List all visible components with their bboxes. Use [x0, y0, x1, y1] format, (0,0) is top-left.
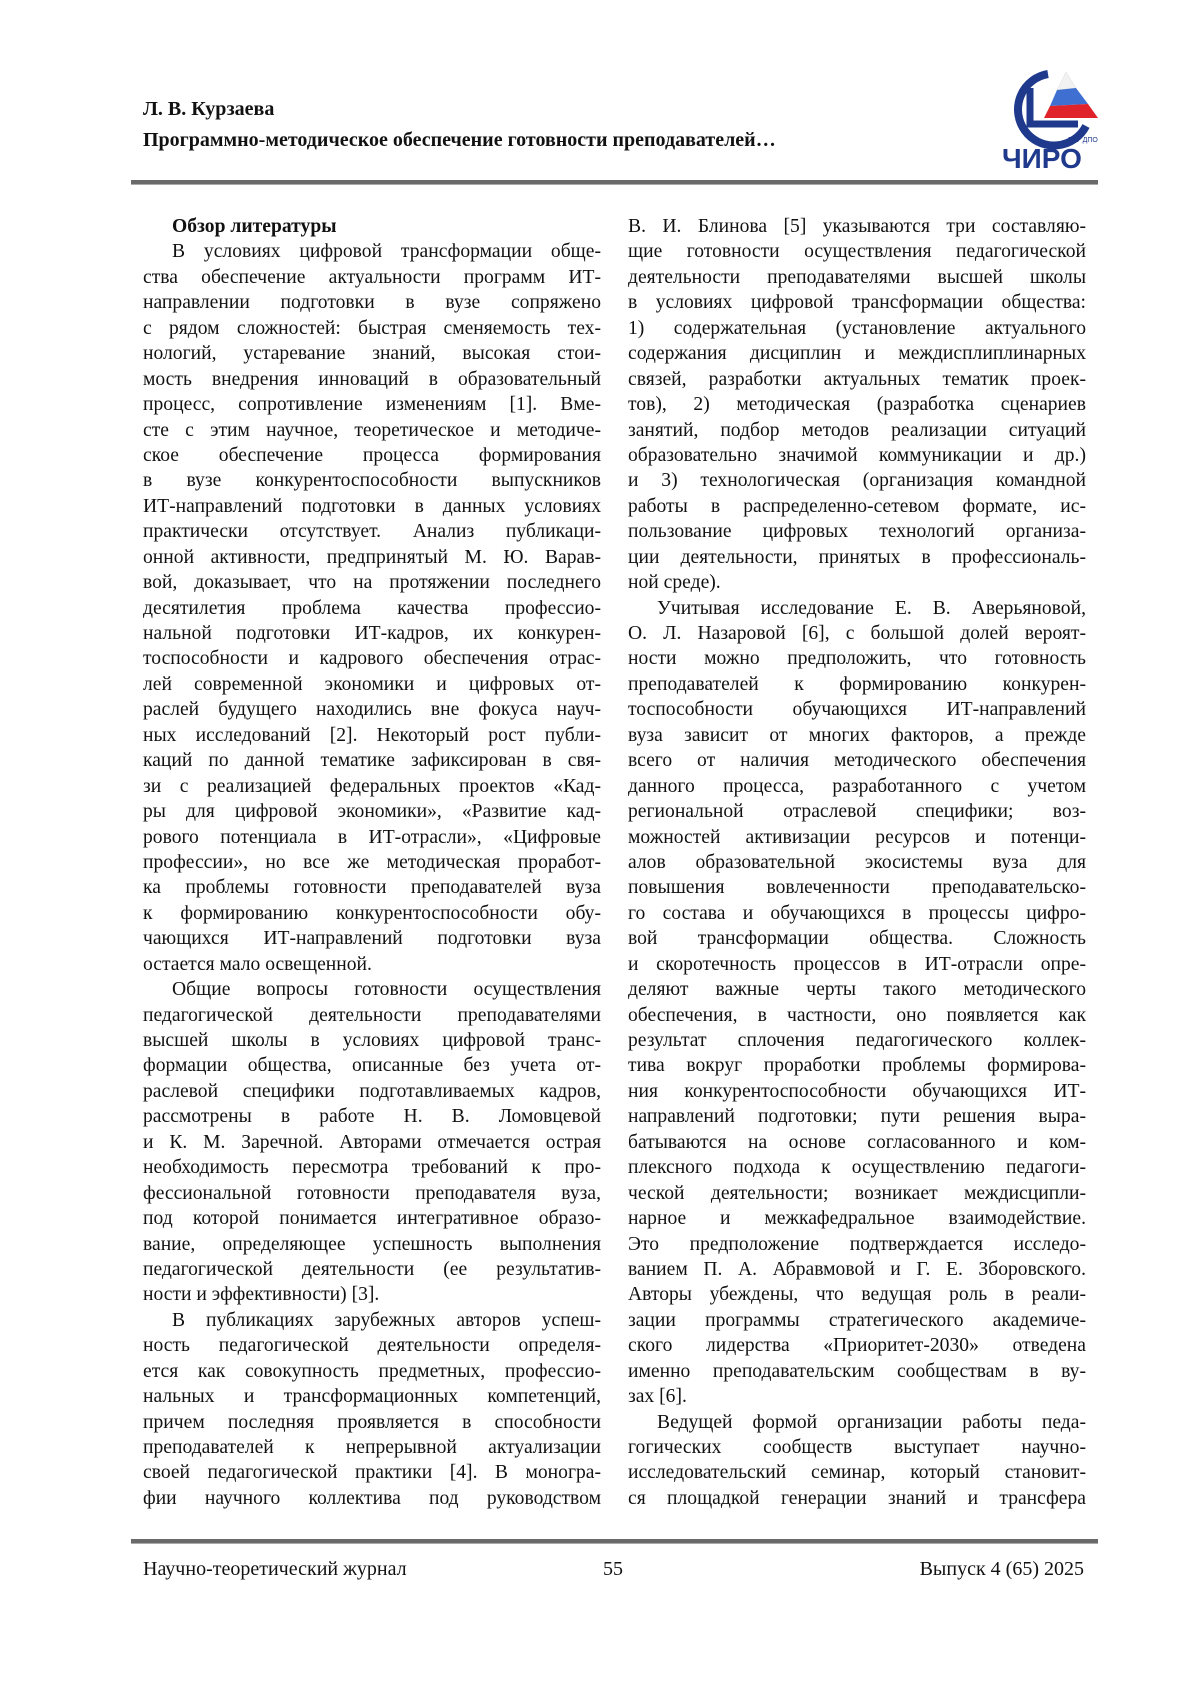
text-line: рового потенциала в ИТ-отрасли», «Цифровые	[143, 825, 601, 850]
text-line: региональной отраслевой специфики; воз-	[628, 799, 1086, 824]
text-line: фессиональной готовности преподавателя вуза,	[143, 1181, 601, 1206]
text-line: вуза зависит от многих факторов, а прежде	[628, 723, 1086, 748]
text-line: гогических сообществ выступает научно-	[628, 1435, 1086, 1460]
text-line: нальной подготовки ИТ-кадров, их конкурен-	[143, 621, 601, 646]
footer-issue: Выпуск 4 (65) 2025	[920, 1558, 1084, 1581]
text-line: формации общества, описанные без учета от-	[143, 1053, 601, 1078]
text-line: можностей активизации ресурсов и потенци-	[628, 825, 1086, 850]
text-line: зи с реализацией федеральных проектов «Кад-	[143, 774, 601, 799]
text-line: нологий, устаревание знаний, высокая стои-	[143, 341, 601, 366]
text-line: вание, определяющее успешность выполнения	[143, 1232, 601, 1257]
page-number: 55	[603, 1558, 623, 1581]
text-line: остается мало освещенной.	[143, 952, 601, 977]
text-line: 1) содержательная (установление актуального	[628, 316, 1086, 341]
text-line: Авторы убеждены, что ведущая роль в реали-	[628, 1282, 1086, 1307]
paragraph	[143, 1308, 601, 1512]
text-line: ванием П. А. Абравмовой и Г. Е. Зборовского.	[628, 1257, 1086, 1282]
text-line: ности и эффективности) [3].	[143, 1282, 601, 1307]
text-line: ства обеспечение актуальности программ ИТ-	[143, 265, 601, 290]
text-line: с рядом сложностей: быстрая сменяемость тех-	[143, 316, 601, 341]
text-line: батываются на основе согласованного и ком-	[628, 1130, 1086, 1155]
text-line: нарное и межкафедральное взаимодействие.	[628, 1206, 1086, 1231]
text-line: данного процесса, разработанного с учетом	[628, 774, 1086, 799]
text-line: обеспечения, в частности, оно появляется как	[628, 1003, 1086, 1028]
text-line: десятилетия проблема качества профессио-	[143, 596, 601, 621]
paragraph	[143, 239, 601, 977]
text-line: фии научного коллектива под руководством	[143, 1486, 601, 1511]
text-line: вой, доказывает, что на протяжении последнего	[143, 570, 601, 595]
text-line: мость внедрения инноваций в образовательный	[143, 367, 601, 392]
logo-text: ЧИРО	[1002, 143, 1082, 174]
section-heading: Обзор литературы	[143, 214, 601, 239]
text-line: ского лидерства «Приоритет-2030» отведена	[628, 1333, 1086, 1358]
text-line: ных исследований [2]. Некоторый рост публи-	[143, 723, 601, 748]
text-line: педагогической деятельности преподавателями	[143, 1003, 601, 1028]
text-line: сте с этим научное, теоретическое и методиче-	[143, 418, 601, 443]
text-line: лей современной экономики и цифровых от-	[143, 672, 601, 697]
text-line: ции деятельности, принятых в профессиональ-	[628, 545, 1086, 570]
text-line: именно преподавательским сообществам в ву-	[628, 1359, 1086, 1384]
text-line: тоспособности и кадрового обеспечения отрас-	[143, 646, 601, 671]
text-line: в условиях цифровой трансформации общества:	[628, 290, 1086, 315]
text-line: тов), 2) методическая (разработка сценариев	[628, 392, 1086, 417]
text-line: нальных и трансформационных компетенций,	[143, 1384, 601, 1409]
footer-journal: Научно-теоретический журнал	[143, 1558, 407, 1581]
right-column	[628, 214, 1086, 1511]
text-line: занятий, подбор методов реализации ситуаций	[628, 418, 1086, 443]
text-line: ность педагогической деятельности определя-	[143, 1333, 601, 1358]
text-line: щие готовности осуществления педагогической	[628, 239, 1086, 264]
text-line: высшей школы в условиях цифровой транс-	[143, 1028, 601, 1053]
text-line: преподавателей к формированию конкурен-	[628, 672, 1086, 697]
paragraph	[143, 977, 601, 1308]
logo-subtext: ГБУ ДПО	[1068, 137, 1098, 144]
text-line: ния конкурентоспособности обучающихся ИТ-	[628, 1079, 1086, 1104]
text-line: плексного подхода к осуществлению педагоги-	[628, 1155, 1086, 1180]
text-line: ческой деятельности; возникает междисципли-	[628, 1181, 1086, 1206]
text-line: исследовательский семинар, который становит-	[628, 1460, 1086, 1485]
text-line: ское обеспечение процесса формирования	[143, 443, 601, 468]
text-line: направлений подготовки; пути решения выра-	[628, 1104, 1086, 1129]
text-line: ры для цифровой экономики», «Развитие кад-	[143, 799, 601, 824]
text-line: практически отсутствует. Анализ публикаци-	[143, 519, 601, 544]
text-line: процесс, сопротивление изменениям [1]. Вме-	[143, 392, 601, 417]
text-line: деляют важные черты такого методического	[628, 977, 1086, 1002]
paragraph	[628, 1410, 1086, 1512]
text-line: образовательно значимой коммуникации и др.)	[628, 443, 1086, 468]
text-line: ности можно предположить, что готовность	[628, 646, 1086, 671]
text-line: пользование цифровых технологий организа-	[628, 519, 1086, 544]
text-line: раслей будущего находились вне фокуса науч-	[143, 697, 601, 722]
header-divider	[131, 180, 1098, 185]
left-column	[143, 214, 601, 1511]
logo-flag-red	[1044, 104, 1098, 118]
text-line: результат сплочения педагогического коллек-	[628, 1028, 1086, 1053]
text-line: В. И. Блинова [5] указываются три составляю-	[628, 214, 1086, 239]
text-line: ной среде).	[628, 570, 1086, 595]
logo-flag-blue	[1050, 88, 1088, 106]
text-line: ется как совокупность предметных, профессио-	[143, 1359, 601, 1384]
text-line: О. Л. Назаровой [6], с большой долей вероят-	[628, 621, 1086, 646]
running-header-author: Л. В. Курзаева	[143, 98, 274, 121]
running-header-title: Программно-методическое обеспечение готовности преподавателей…	[143, 129, 776, 152]
text-line: педагогической деятельности (ее результатив-	[143, 1257, 601, 1282]
text-line: работы в распределенно-сетевом формате, ис-	[628, 494, 1086, 519]
text-line: содержания дисциплин и междисплиплинарных	[628, 341, 1086, 366]
text-line: В публикациях зарубежных авторов успеш-	[143, 1308, 601, 1333]
text-line: тоспособности обучающихся ИТ-направлений	[628, 697, 1086, 722]
text-line: профессии», но все же методическая проработ-	[143, 850, 601, 875]
text-line: повышения вовлеченности преподавательско-	[628, 875, 1086, 900]
text-line: преподавателей к непрерывной актуализации	[143, 1435, 601, 1460]
text-line: в вузе конкурентоспособности выпускников	[143, 468, 601, 493]
footer-divider	[131, 1539, 1098, 1544]
logo-flag-white	[1057, 72, 1076, 90]
text-line: ся площадкой генерации знаний и трансфера	[628, 1486, 1086, 1511]
text-line: рассмотрены в работе Н. В. Ломовцевой	[143, 1104, 601, 1129]
text-line: зации программы стратегического академиче-	[628, 1308, 1086, 1333]
text-line: Это предположение подтверждается исследо-	[628, 1232, 1086, 1257]
text-line: ка проблемы готовности преподавателей вуза	[143, 875, 601, 900]
text-line: тива вокруг проработки проблемы формирова-	[628, 1053, 1086, 1078]
text-line: зах [6].	[628, 1384, 1086, 1409]
text-line: ИТ-направлений подготовки в данных условиях	[143, 494, 601, 519]
text-line: чающихся ИТ-направлений подготовки вуза	[143, 926, 601, 951]
text-line: каций по данной тематике зафиксирован в свя-	[143, 748, 601, 773]
text-line: всего от наличия методического обеспечения	[628, 748, 1086, 773]
text-line: Учитывая исследование Е. В. Аверьяновой,	[628, 596, 1086, 621]
text-line: и скоротечность процессов в ИТ-отрасли опре-	[628, 952, 1086, 977]
text-line: к формированию конкурентоспособности обу-	[143, 901, 601, 926]
text-line: необходимость пересмотра требований к про-	[143, 1155, 601, 1180]
paragraph	[628, 214, 1086, 596]
text-line: В условиях цифровой трансформации обще-	[143, 239, 601, 264]
text-line: алов образовательной экосистемы вуза для	[628, 850, 1086, 875]
paragraph	[628, 596, 1086, 1410]
text-line: Общие вопросы готовности осуществления	[143, 977, 601, 1002]
text-line: своей педагогической практики [4]. В моногра-	[143, 1460, 601, 1485]
text-line: связей, разработки актуальных тематик проек-	[628, 367, 1086, 392]
text-line: причем последняя проявляется в способности	[143, 1410, 601, 1435]
text-line: вой трансформации общества. Сложность	[628, 926, 1086, 951]
text-line: раслевой специфики подготавливаемых кадров,	[143, 1079, 601, 1104]
text-line: и К. М. Заречной. Авторами отмечается острая	[143, 1130, 601, 1155]
text-line: деятельности преподавателями высшей школы	[628, 265, 1086, 290]
text-line: направлении подготовки в вузе сопряжено	[143, 290, 601, 315]
text-line: онной активности, предпринятый М. Ю. Варав-	[143, 545, 601, 570]
text-line: под которой понимается интегративное образо-	[143, 1206, 601, 1231]
chiro-logo	[1000, 68, 1110, 176]
text-line: го состава и обучающихся в процессы цифро-	[628, 901, 1086, 926]
text-line: и 3) технологическая (организация командной	[628, 468, 1086, 493]
text-line: Ведущей формой организации работы педа-	[628, 1410, 1086, 1435]
